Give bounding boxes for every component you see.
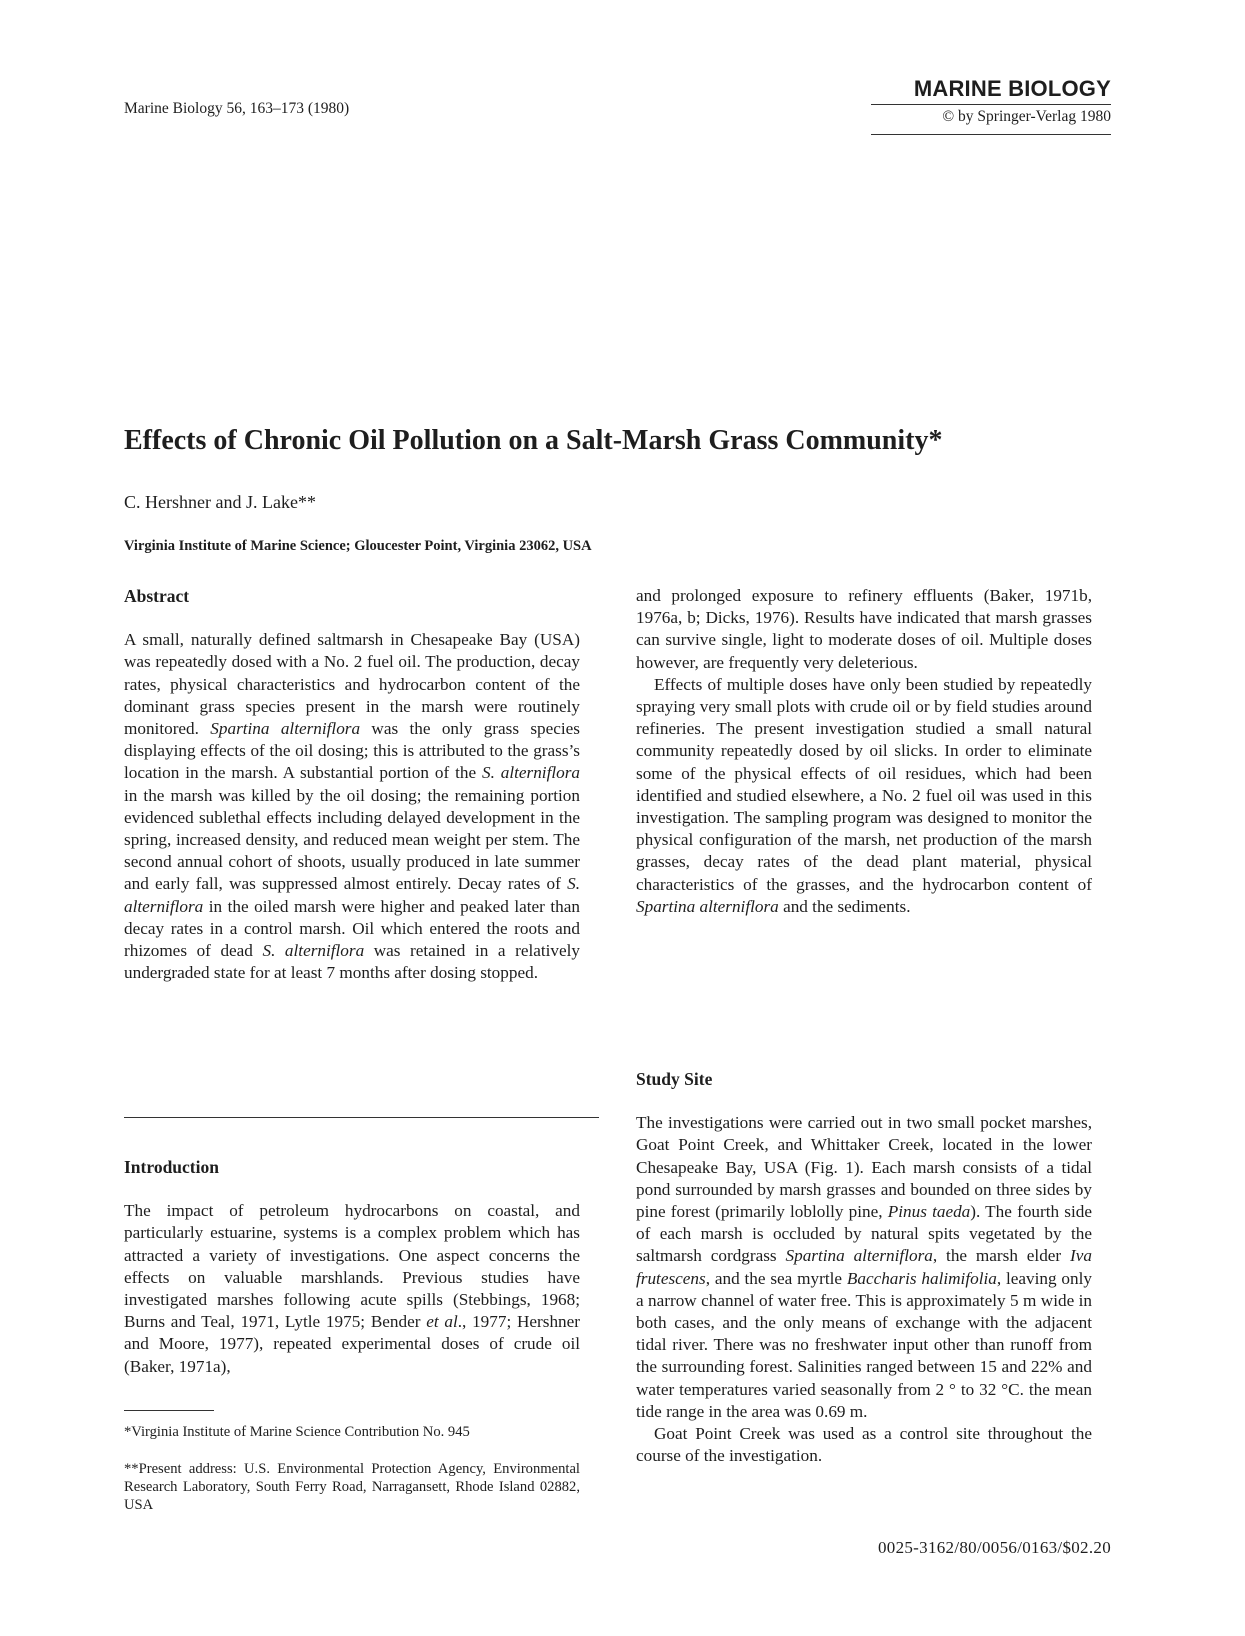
study-text-part: , the marsh elder (932, 1246, 1071, 1266)
abstract-text-part: was retained in a relatively undergraded state for at least 7 months after dosing stopped. (124, 941, 580, 983)
study-text-part: , and the sea myrtle (705, 1268, 847, 1288)
abstract-text-part: in the oiled marsh were higher and peaked later than decay rates in a control marsh. Oil which entered the roots and rhizomes of dead (124, 896, 580, 961)
species-name: Baccharis halimifolia (846, 1268, 997, 1288)
study-site-text (636, 1112, 1092, 1423)
species-name: S. alterniflora (124, 874, 580, 916)
author-affiliation: Virginia Institute of Marine Science; Gloucester Point, Virginia 23062, USA (124, 538, 592, 554)
paragraph-text-part: and the sediments. (778, 896, 911, 916)
abstract-text-part: in the marsh was killed by the oil dosing; the remaining portion evidenced sublethal effects including delayed development in the spring, increased density, and reduced mean weight per stem. The second annual cohort of shoots, usually produced in late summer and early fall, was suppressed almost entirely. Decay rates of (124, 785, 580, 894)
footnote-1: *Virginia Institute of Marine Science Contribution No. 945 (124, 1424, 470, 1440)
footnote-2: **Present address: U.S. Environmental Protection Agency, Environmental Research Laboratory, South Ferry Road, Narragansett, Rhode Island 02882, USA (124, 1461, 580, 1513)
study-text-part: ). The fourth side of each marsh is occluded by natural spits vegetated by the saltmarsh cordgrass (636, 1202, 1092, 1266)
abstract-heading: Abstract (124, 586, 190, 606)
copyright-notice: © by Springer-Verlag 1980 (871, 108, 1111, 135)
introduction-text-part: The impact of petroleum hydrocarbons on coastal, and particularly estuarine, systems is a complex problem which has attracted a variety of investigations. One aspect concerns the effects on valuable marshlands. Previous studies have investigated marshes following acute spills (Stebbings, 1968; Burns and Teal, 1971, Lytle 1975; Bender (124, 1201, 580, 1332)
species-name: S. alterniflora (262, 941, 365, 961)
study-site-section (636, 1068, 1092, 1467)
footnote-divider (124, 1410, 214, 1411)
journal-name: MARINE BIOLOGY (871, 76, 1111, 105)
study-site-paragraph-2: Goat Point Creek was used as a control site throughout the course of the investigation. (636, 1424, 1092, 1466)
introduction-continued: and prolonged exposure to refinery effluents (Baker, 1971b, 1976a, b; Dicks, 1976). Results have indicated that marsh grasses can survive single, light to moderate doses of oil. Multiple doses however, are frequently very deleterious. (636, 586, 1092, 672)
species-name: Pinus taeda (887, 1202, 971, 1222)
introduction-text (124, 1200, 580, 1378)
journal-citation: Marine Biology 56, 163–173 (1980) (124, 100, 350, 117)
abstract-text-part: A small, naturally defined saltmarsh in Chesapeake Bay (USA) was repeatedly dosed with a No. 2 fuel oil. The production, decay rates, physical characteristics and hydrocarbon content of the dominant grass species present in the marsh were routinely monitored. (124, 630, 580, 739)
abstract-text-part: was the only grass species displaying effects of the oil dosing; this is attributed to the grass’s location in the marsh. A substantial portion of the (124, 719, 580, 783)
paragraph-text-part: Effects of multiple doses have only been studied by repeatedly spraying very small plots with crude oil or by field studies around refineries. The present investigation studied a small natural community repeatedly dosed by oil slicks. In order to eliminate some of the physical effects of oil residues, which had been identified and studied elsewhere, a No. 2 fuel oil was used in this investigation. The sampling program was designed to monitor the physical configuration of the marsh, net production of the marsh grasses, decay rates of the dead plant material, physical characteristics of the grasses, and the hydrocarbon content of (636, 674, 1092, 894)
section-divider (124, 1117, 599, 1118)
journal-brand (871, 76, 1111, 135)
article-code: 0025-3162/80/0056/0163/$02.20 (877, 1538, 1111, 1557)
species-name: S. alterniflora (481, 763, 580, 783)
species-name: Iva frutescens (636, 1246, 1092, 1288)
study-text-part: The investigations were carried out in two small pocket marshes, Goat Point Creek, and Whittaker Creek, located in the lower Chesapeake Bay, USA (Fig. 1). Each marsh consists of a tidal pond surrounded by marsh grasses and bounded on three sides by pine forest (primarily loblolly pine, (636, 1113, 1092, 1222)
study-site-heading: Study Site (636, 1069, 713, 1089)
introduction-section (124, 1156, 580, 1378)
species-name: Spartina alterniflora (636, 896, 779, 916)
species-name: Spartina alterniflora (210, 719, 361, 739)
introduction-paragraph-2 (636, 674, 1092, 918)
article-authors: C. Hershner and J. Lake** (124, 492, 316, 512)
study-text-part: , leaving only a narrow channel of water free. This is approximately 5 m wide in both cases, and the only means of exchange with the adjacent tidal river. There was no freshwater input other than runoff from the surrounding forest. Salinities ranged between 15 and 22% and water temperatures varied seasonally from 2 ° to 32 °C. the mean tide range in the area was 0.69 m. (636, 1268, 1092, 1421)
introduction-heading: Introduction (124, 1157, 219, 1177)
et-al: et al (426, 1312, 458, 1332)
abstract-text (124, 629, 580, 984)
article-title: Effects of Chronic Oil Pollution on a Salt-Marsh Grass Community* (124, 425, 943, 456)
right-column (636, 585, 1092, 918)
introduction-text-part: ., 1977; Hershner and Moore, 1977), repeated experimental doses of crude oil (Baker, 1971a), (124, 1312, 580, 1376)
abstract-section (124, 585, 580, 984)
species-name: Spartina alterniflora (785, 1246, 933, 1266)
